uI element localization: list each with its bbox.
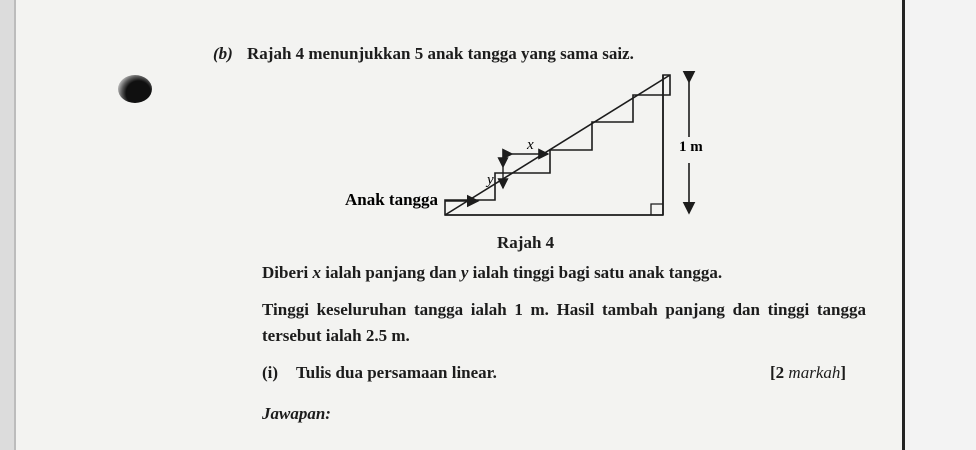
x-label: x — [527, 137, 534, 153]
given-statement — [262, 263, 722, 283]
sub-question-text: Tulis dua persamaan linear. — [296, 363, 497, 382]
part-label: (b) — [213, 44, 233, 63]
question-intro: Rajah 4 menunjukkan 5 anak tangga yang sama saiz. — [247, 44, 634, 63]
binder-hole — [118, 75, 152, 103]
staircase-diagram — [330, 70, 730, 230]
answer-label: Jawapan: — [262, 404, 331, 423]
right-angle-mark — [651, 204, 663, 215]
y-label: y — [487, 172, 494, 188]
page-left-edge — [0, 0, 16, 450]
question-paragraph: Tinggi keseluruhan tangga ialah 1 m. Hasil tambah panjang dan tinggi tangga tersebut ialah 2.5 m. — [262, 300, 866, 345]
given-suffix: ialah tinggi bagi satu anak tangga. — [468, 263, 723, 282]
marks-open: [2 — [770, 363, 789, 382]
marks-word: markah — [788, 363, 841, 382]
marks-close: ] — [840, 363, 847, 382]
given-middle: ialah panjang dan — [321, 263, 461, 282]
height-label: 1 m — [679, 139, 703, 155]
staircase-slope — [445, 75, 670, 215]
step-label: Anak tangga — [345, 190, 439, 209]
given-variable-y: y — [460, 263, 469, 282]
page-right-margin — [902, 0, 976, 450]
figure-caption: Rajah 4 — [497, 233, 555, 252]
given-prefix: Diberi — [262, 263, 313, 282]
sub-question-number: (i) — [262, 363, 279, 382]
marks-allocation — [770, 363, 846, 383]
given-variable-x: x — [312, 263, 322, 282]
